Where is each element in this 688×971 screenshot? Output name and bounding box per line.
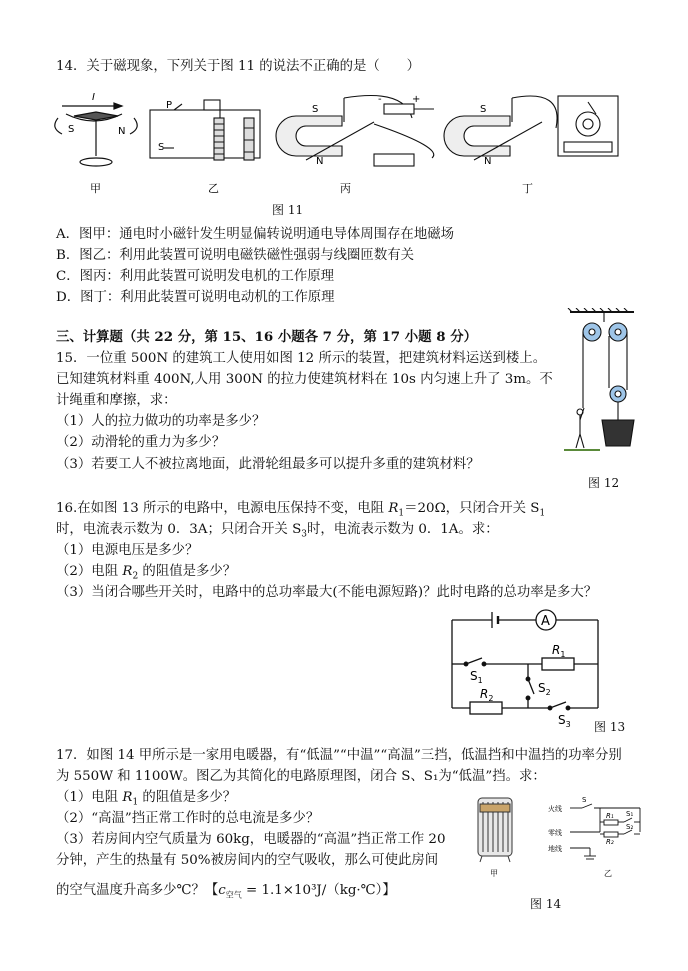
fig14-S: S (582, 796, 587, 804)
q15-sub-1: （1）人的拉力做功的功率是多少？ (56, 414, 266, 429)
fig11-bing-S: S (312, 104, 319, 115)
figure-14 (470, 792, 650, 882)
q16-line2-a: 时，电流表示数为 0．3A；只闭合开关 S (56, 522, 302, 537)
fig11-jia-I: I (92, 92, 95, 103)
fig14-label-yi: 乙 (604, 869, 612, 878)
q16-line-2 (56, 521, 499, 544)
figure-11 (44, 88, 644, 198)
q16-sub2-var: R (122, 564, 133, 579)
q16-line1-b-sub: 1 (539, 508, 546, 519)
fig11-bing-minus: - (378, 94, 382, 105)
circuit-S3-label: $S_3$ (558, 713, 571, 728)
circuit-S1-label: $S_1$ (470, 669, 483, 685)
fig11-ding-N: N (484, 156, 492, 167)
q16-line1-sub: 1 (398, 508, 405, 519)
q17-sub-3-l3 (56, 882, 396, 905)
q17-sub-3-l2: 分钟，产生的热量有 50%被房间内的空气吸收，那么可使此房间 (56, 853, 439, 868)
fig14-label-jia: 甲 (490, 869, 498, 878)
q17-line-2: 为 550W 和 1100W。图乙为其简化的电路原理图，闭合 S、S₁为“低温”挡。求： (56, 769, 546, 784)
q17-sub3-c: c (218, 883, 226, 898)
q17-sub-1 (56, 789, 236, 812)
q16-line-1 (56, 500, 545, 523)
circuit-R1-label: $R_1$ (552, 643, 566, 659)
q17-sub1-var: R (122, 790, 133, 805)
q17-sub3-l3-b: = 1.1×10³J/（kg·℃）】 (241, 883, 396, 898)
q14-option-a: A．图甲：通电时小磁针发生明显偏转说明通电导体周围存在地磁场 (56, 227, 454, 242)
q17-sub3-l3-a: 的空气温度升高多少℃？【 (56, 883, 219, 898)
q17-sub1-sub: 1 (132, 797, 139, 808)
fig11-label-yi: 乙 (208, 182, 219, 195)
fig11-ding-S: S (480, 104, 487, 115)
fig14-R2: R₂ (606, 838, 614, 846)
q17-sub-3-l1: （3）若房间内空气质量为 60kg，电暖器的“高温”挡正常工作 20 (56, 832, 446, 847)
fig14-zero: 零线 (548, 829, 562, 837)
q14-option-d: D．图丁：利用此装置可说明电动机的工作原理 (56, 290, 335, 305)
fig11-jia-S: S (68, 124, 75, 135)
q16-line2-b: 时，电流表示数为 0．1A。求： (307, 522, 499, 537)
q16-line1-var: R (388, 501, 399, 516)
circuit-ammeter-label: A (541, 614, 550, 629)
figure-12 (560, 308, 640, 458)
q14-stem: 14．关于磁现象，下列关于图 11 的说法不正确的是（ ） (56, 59, 420, 74)
fig14-fire: 火线 (548, 805, 562, 813)
fig14-R1: R₁ (606, 812, 614, 820)
q17-line-1: 17．如图 14 甲所示是一家用电暖器，有“低温”“中温”“高温”三挡，低温挡和中温挡的功率分别 (56, 748, 622, 763)
fig11-yi-P: P (166, 100, 173, 111)
q16-sub2-b: 的阻值是多少？ (138, 564, 237, 579)
fig11-jia-N: N (118, 126, 126, 137)
q17-sub1-b: 的阻值是多少？ (138, 790, 237, 805)
fig11-bing-N: N (316, 156, 324, 167)
q16-sub-3: （3）当闭合哪些开关时，电路中的总功率最大(不能电源短路)？此时电路的总功率是多大？ (56, 585, 598, 600)
fig11-ding (444, 96, 618, 160)
fig14-caption: 图 14 (530, 897, 562, 911)
fig14-S2: S₂ (626, 823, 634, 831)
q17-sub-2: （2）“高温”挡正常工作时的总电流是多少？ (56, 811, 320, 826)
circuit-S2-label: $S_2$ (538, 681, 551, 697)
q16-sub2-a: （2）电阻 (56, 564, 123, 579)
fig11-bing-plus: + (412, 94, 421, 105)
q16-line1-a: 16.在如图 13 所示的电路中，电源电压保持不变，电阻 (56, 501, 389, 516)
q16-line2-sub: 3 (301, 529, 307, 540)
fig12-caption: 图 12 (588, 476, 620, 490)
fig11-label-bing: 丙 (340, 182, 351, 195)
q15-line-3: 计绳重和摩擦，求： (56, 393, 177, 408)
q14-option-b: B．图乙：利用此装置可说明电磁铁磁性强弱与线圈匝数有关 (56, 248, 414, 263)
fig11-yi-S: S (158, 142, 165, 153)
fig14-heater (478, 798, 512, 862)
q16-line1-b: ＝20Ω，只闭合开关 S (404, 501, 540, 516)
section3-title: 三、计算题（共 22 分，第 15、16 小题各 7 分，第 17 小题 8 分） (56, 329, 477, 345)
q16-sub2-sub: 2 (132, 571, 139, 582)
circuit-R2-label: $R_2$ (480, 687, 494, 703)
fig13-caption: 图 13 (594, 720, 626, 734)
q15-line-1: 15．一位重 500N 的建筑工人使用如图 12 所示的装置，把建筑材料运送到楼上。 (56, 351, 547, 366)
q16-sub-1: （1）电源电压是多少？ (56, 543, 199, 558)
fig11-bing (276, 96, 434, 167)
q17-sub3-csub: 空气 (225, 890, 242, 900)
fig11-label-jia: 甲 (90, 182, 101, 195)
figure-13 (448, 608, 608, 728)
q17-sub1-a: （1）电阻 (56, 790, 123, 805)
fig11-caption: 图 11 (272, 203, 304, 217)
fig14-ground: 地线 (548, 845, 562, 853)
fig11-label-ding: 丁 (522, 182, 533, 195)
q14-option-c: C．图丙：利用此装置可说明发电机的工作原理 (56, 269, 335, 284)
fig14-S1: S₁ (626, 810, 634, 818)
q15-line-2: 已知建筑材料重 400N,人用 300N 的拉力使建筑材料在 10s 内匀速上升了 3m。不 (56, 372, 553, 387)
q15-sub-3: （3）若要工人不被拉离地面，此滑轮组最多可以提升多重的建筑材料？ (56, 457, 480, 472)
q16-sub-2 (56, 563, 236, 586)
q15-sub-2: （2）动滑轮的重力为多少？ (56, 435, 226, 450)
